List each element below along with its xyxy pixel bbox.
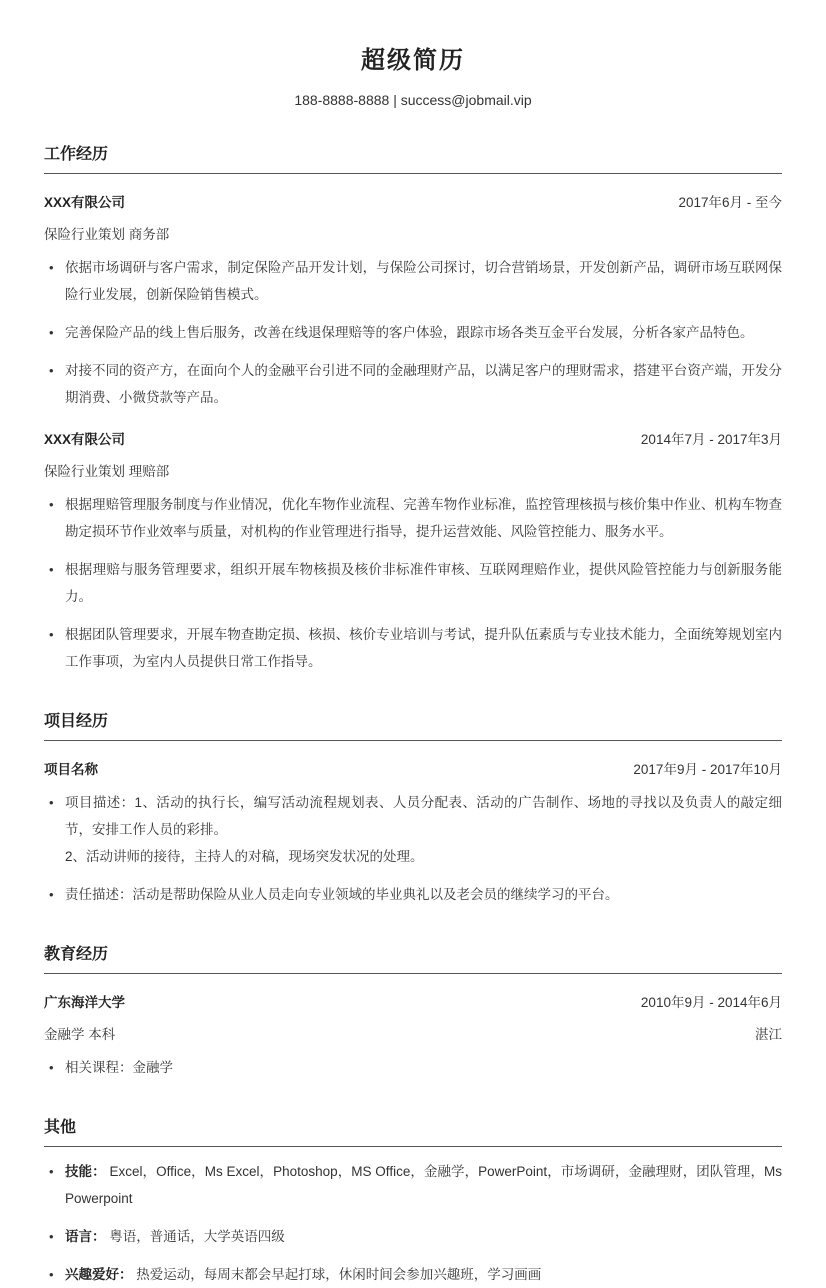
bullet-text: 相关课程：金融学 bbox=[65, 1060, 173, 1075]
skills-value: Excel，Office，Ms Excel，Photoshop，MS Office，金融学，PowerPoint，市场调研，金融理财，团队管理，Ms Powerpoint bbox=[65, 1164, 782, 1206]
project-date-range: 2017年9月 - 2017年10月 bbox=[633, 762, 782, 777]
bullet-item bbox=[44, 556, 782, 610]
section-heading-education: 教育经历 bbox=[44, 941, 782, 974]
hobbies-label: 兴趣爱好： bbox=[65, 1267, 133, 1282]
project-desc-line2: 2、活动讲师的接待，主持人的对稿，现场突发状况的处理。 bbox=[65, 849, 424, 864]
bullet-text bbox=[65, 1223, 782, 1250]
bullet-text: 对接不同的资产方，在面向个人的金融平台引进不同的金融理财产品，以满足客户的理财需求，搭建平台资产端，开发分期消费、小微贷款等产品。 bbox=[65, 363, 782, 405]
bullet-text bbox=[65, 789, 782, 870]
contact-info: 188-8888-8888 | success@jobmail.vip bbox=[294, 92, 532, 108]
section-heading-other: 其他 bbox=[44, 1114, 782, 1147]
section-education bbox=[44, 941, 782, 1081]
languages-value: 粤语，普通话，大学英语四级 bbox=[109, 1229, 285, 1244]
school-name: 广东海洋大学 bbox=[44, 995, 125, 1010]
project-header bbox=[44, 758, 782, 778]
bullet-icon: • bbox=[49, 1164, 54, 1179]
bullet-icon: • bbox=[49, 795, 54, 810]
bullet-item bbox=[44, 1054, 782, 1081]
bullet-item bbox=[44, 789, 782, 870]
bullet-item bbox=[44, 319, 782, 346]
education-bullet-list bbox=[44, 1054, 782, 1081]
skills-label: 技能： bbox=[65, 1164, 106, 1179]
bullet-icon: • bbox=[49, 1267, 54, 1282]
bullet-icon: • bbox=[49, 497, 54, 512]
section-heading-work: 工作经历 bbox=[44, 141, 782, 174]
project-name: 项目名称 bbox=[44, 762, 98, 777]
bullet-icon: • bbox=[49, 325, 54, 340]
job-role-label: 保险行业策划 商务部 bbox=[44, 227, 170, 242]
company-name: XXX有限公司 bbox=[44, 195, 126, 210]
education-header bbox=[44, 991, 782, 1011]
hobbies-value: 热爱运动，每周末都会早起打球，休闲时间会参加兴趣班，学习画画 bbox=[136, 1267, 542, 1282]
bullet-text: 根据理赔管理服务制度与作业情况，优化车物作业流程、完善车物作业标准，监控管理核损与核价集中作业、机构车物查勘定损环节作业效率与质量，对机构的作业管理进行指导，提升运营效能、风险管控能力、服务水平。 bbox=[65, 497, 782, 539]
job-bullet-list bbox=[44, 491, 782, 675]
bullet-icon: • bbox=[49, 887, 54, 902]
bullet-item bbox=[44, 254, 782, 308]
bullet-text: 责任描述：活动是帮助保险从业人员走向专业领域的毕业典礼以及老会员的继续学习的平台。 bbox=[65, 887, 619, 902]
section-heading-project: 项目经历 bbox=[44, 708, 782, 741]
job-role bbox=[44, 223, 782, 243]
bullet-item-hobbies bbox=[44, 1261, 782, 1288]
education-location: 湛江 bbox=[755, 1027, 782, 1042]
bullet-item bbox=[44, 881, 782, 908]
job-date-range: 2017年6月 - 至今 bbox=[678, 195, 782, 210]
job-header bbox=[44, 428, 782, 448]
bullet-item bbox=[44, 491, 782, 545]
degree-label: 金融学 本科 bbox=[44, 1027, 116, 1042]
project-desc-line1: 项目描述：1、活动的执行长，编写活动流程规划表、人员分配表、活动的广告制作、场地的寻找以及负责人的敲定细节，安排工作人员的彩排。 bbox=[65, 795, 782, 837]
bullet-item-languages bbox=[44, 1223, 782, 1250]
education-date-range: 2010年9月 - 2014年6月 bbox=[640, 995, 782, 1010]
job-bullet-list bbox=[44, 254, 782, 411]
job-header bbox=[44, 191, 782, 211]
bullet-icon: • bbox=[49, 260, 54, 275]
bullet-icon: • bbox=[49, 1229, 54, 1244]
bullet-item bbox=[44, 357, 782, 411]
section-work-experience bbox=[44, 141, 782, 675]
bullet-text: 根据理赔与服务管理要求，组织开展车物核损及核价非标准件审核、互联网理赔作业，提供风险管控能力与创新服务能力。 bbox=[65, 562, 782, 604]
bullet-icon: • bbox=[49, 562, 54, 577]
bullet-text: 根据团队管理要求，开展车物查勘定损、核损、核价专业培训与考试，提升队伍素质与专业技术能力，全面统筹规划室内工作事项，为室内人员提供日常工作指导。 bbox=[65, 627, 782, 669]
project-bullet-list bbox=[44, 789, 782, 908]
section-project-experience bbox=[44, 708, 782, 908]
bullet-text bbox=[65, 1158, 782, 1212]
bullet-text: 完善保险产品的线上售后服务，改善在线退保理赔等的客户体验，跟踪市场各类互金平台发展，分析各家产品特色。 bbox=[65, 325, 754, 340]
job-role bbox=[44, 460, 782, 480]
job-date-range: 2014年7月 - 2017年3月 bbox=[640, 432, 782, 447]
bullet-icon: • bbox=[49, 1060, 54, 1075]
languages-label: 语言： bbox=[65, 1229, 106, 1244]
job-role-label: 保险行业策划 理赔部 bbox=[44, 464, 170, 479]
company-name: XXX有限公司 bbox=[44, 432, 126, 447]
section-other bbox=[44, 1114, 782, 1288]
bullet-icon: • bbox=[49, 363, 54, 378]
bullet-icon: • bbox=[49, 627, 54, 642]
bullet-item-skills bbox=[44, 1158, 782, 1212]
bullet-text: 依据市场调研与客户需求，制定保险产品开发计划，与保险公司探讨，切合营销场景，开发创新产品，调研市场互联网保险行业发展，创新保险销售模式。 bbox=[65, 260, 782, 302]
page-title: 超级简历 bbox=[361, 47, 465, 74]
other-bullet-list bbox=[44, 1158, 782, 1288]
bullet-item bbox=[44, 621, 782, 675]
education-degree-row bbox=[44, 1023, 782, 1043]
bullet-text bbox=[65, 1261, 782, 1288]
